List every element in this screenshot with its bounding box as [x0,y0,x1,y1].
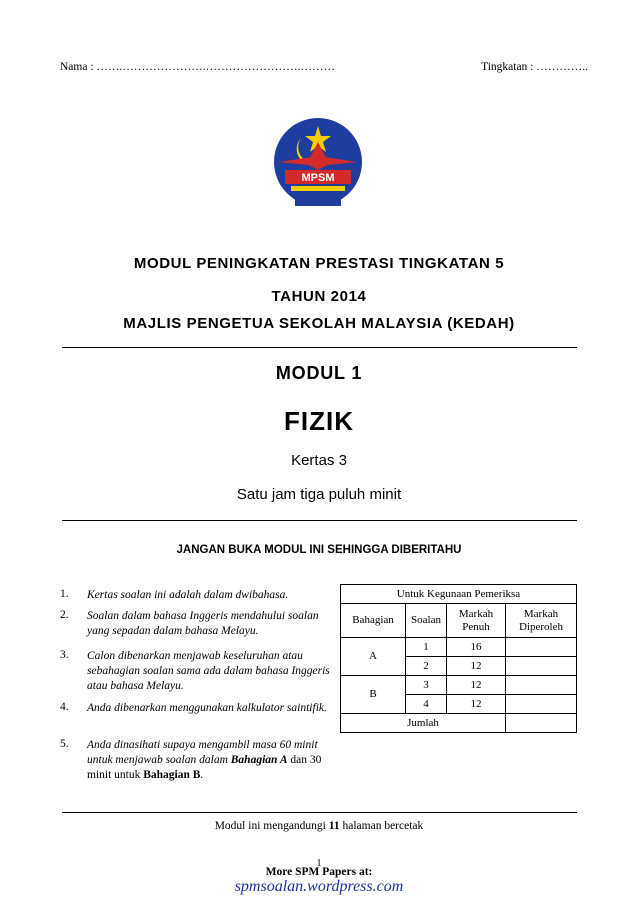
website-link[interactable]: spmsoalan.wordpress.com [234,878,404,895]
header-markah-penuh: Markah Penuh [447,604,506,638]
divider-middle [62,520,577,521]
table-row: 2 12 [341,657,577,676]
total-label: Jumlah [341,714,506,733]
instruction-item: 2. Soalan dalam bahasa Inggeris mendahului soalan yang sepadan dalam bahasa Melayu. [60,609,319,637]
title-line1: MODUL PENINGKATAN PRESTASI TINGKATAN 5 [133,255,505,272]
logo-text: MPSM [301,172,335,184]
subject-title: FIZIK [284,406,354,436]
title-line2: TAHUN 2014 [271,288,367,305]
mark-cell [506,676,577,695]
instruction-item: 4. Anda dibenarkan menggunakan kalkulator saintifik. [60,701,327,714]
header-bahagian: Bahagian [341,604,406,638]
table-row: A 1 16 [341,638,577,657]
examiner-table [340,584,577,733]
instruction-item: 1. Kertas soalan ini adalah dalam dwibahasa. [60,588,289,601]
title-line3: MAJLIS PENGETUA SEKOLAH MALAYSIA (KEDAH) [123,315,515,332]
mark-cell [506,638,577,657]
table-row: B 3 12 [341,676,577,695]
page-number: 1 [316,858,322,869]
duration-label: Satu jam tiga puluh minit [236,486,402,503]
warning-text: JANGAN BUKA MODUL INI SEHINGGA DIBERITAHU [176,544,462,556]
header-row [60,61,588,73]
mark-cell [506,695,577,714]
divider-bottom [62,812,577,813]
page-count-note: Modul ini mengandungi 11 halaman bercetak [214,820,424,832]
section-b: B [341,676,406,714]
kertas-label: Kertas 3 [291,452,347,469]
header-soalan: Soalan [406,604,447,638]
instruction-item: 5. Anda dinasihati supaya mengambil masa 60 minit untuk menjawab soalan dalam Bahagian A dan 30 minit untuk Bahagian B. [60,738,322,781]
total-cell [506,714,577,733]
section-a: A [341,638,406,676]
mark-cell [506,657,577,676]
nama-field: Nama : …….………………….…………………….……… [60,61,336,73]
mpsm-logo [271,116,365,214]
header-markah-diperoleh: Markah Diperoleh [506,604,577,638]
modul-title: MODUL 1 [275,363,363,383]
tingkatan-field: Tingkatan : ………….. [481,61,588,73]
divider-top [62,347,577,348]
table-row: 4 12 [341,695,577,714]
instruction-item: 3. Calon dibenarkan menjawab keseluruhan atau sebahagian soalan sama ada dalam bahasa Inggeris atau bahasa Melayu. [60,649,330,692]
table-caption: Untuk Kegunaan Pemeriksa [341,585,577,604]
more-papers-text: More SPM Papers at: [265,866,373,878]
